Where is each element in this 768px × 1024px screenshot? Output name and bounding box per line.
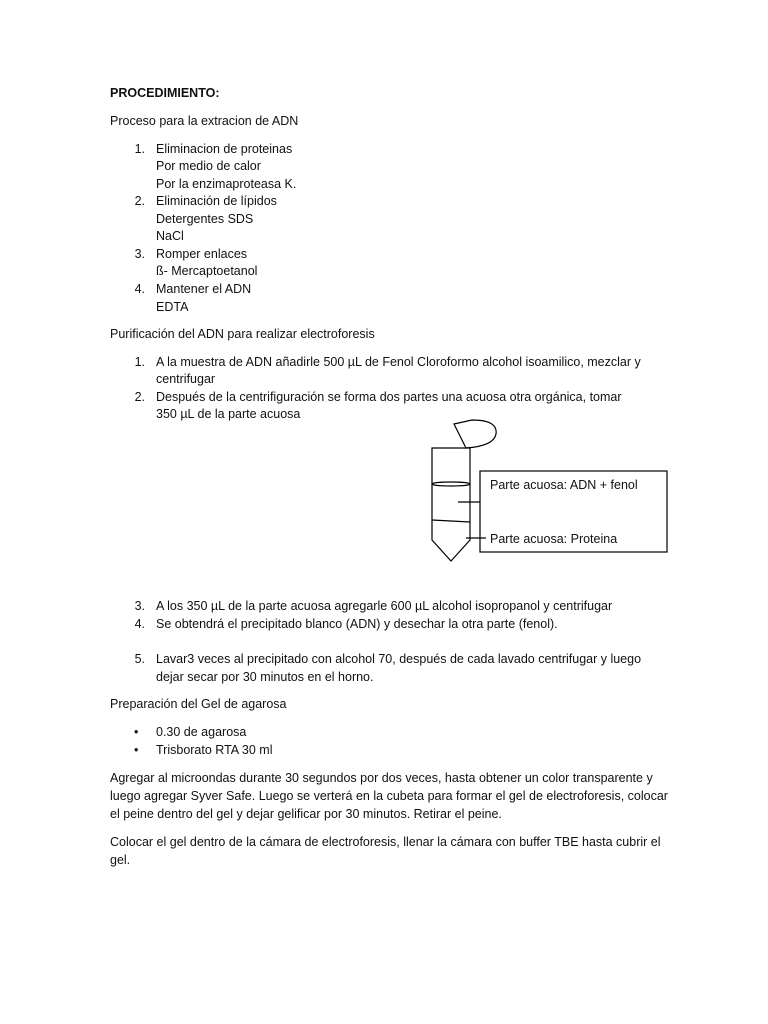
list-number: 2. [134,194,145,208]
label-aqueous-protein: Parte acuosa: Proteina [490,532,618,546]
bullet-dot: • [134,725,139,739]
list-number: 5. [134,652,145,666]
list-item-line: Lavar3 veces al precipitado con alcohol 70, después de cada lavado centrifugar y luego [156,652,642,666]
section-heading-purification: Purificación del ADN para realizar electroforesis [110,327,375,341]
list-item-line: centrifugar [156,372,216,386]
list-number: 3. [134,247,145,261]
list-item-line: Eliminación de lípidos [156,194,277,208]
section-heading-extraction: Proceso para la extracion de ADN [110,114,299,128]
list-item-line: ß- Mercaptoetanol [156,264,258,278]
list-item-line: EDTA [156,300,189,314]
gel-paragraph-1: Agregar al microondas durante 30 segundos por dos veces, hasta obtener un color transparente y luego agregar Syver Safe. Luego se verterá en la cubeta para formar el gel de electroforesis, colocar el peine dentro del gel y dejar gelificar por 30 minutos. Retirar el peine. [110,771,668,821]
list-item-line: Por medio de calor [156,159,261,173]
list-item-line: dejar secar por 30 minutos en el horno. [156,670,374,684]
list-item-line: Por la enzimaproteasa K. [156,177,297,191]
list-item-line: Eliminacion de proteinas [156,142,293,156]
list-item-line: Mantener el ADN [156,282,252,296]
label-aqueous-dna: Parte acuosa: ADN + fenol [490,478,638,492]
list-item-line: A los 350 µL de la parte acuosa agregarle 600 µL alcohol isopropanol y centrifugar [156,599,613,613]
list-item-line: Después de la centrifiguración se forma dos partes una acuosa otra orgánica, tomar [156,390,622,404]
list-item-line: Detergentes SDS [156,212,254,226]
list-number: 4. [134,617,145,631]
list-item-line: NaCl [156,229,184,243]
list-number: 2. [134,390,145,404]
list-number: 1. [134,355,145,369]
document-title: PROCEDIMIENTO: [110,86,220,100]
layer-interface-line [432,520,470,522]
tube-body-shape [432,448,470,561]
list-item-line: A la muestra de ADN añadirle 500 µL de Fenol Cloroformo alcohol isoamilico, mezclar y [156,355,641,369]
list-item-line: 0.30 de agarosa [156,725,247,739]
section-heading-gel: Preparación del Gel de agarosa [110,697,287,711]
list-item-line: Romper enlaces [156,247,248,261]
list-number: 3. [134,599,145,613]
list-item-line: Se obtendrá el precipitado blanco (ADN) y desechar la otra parte (fenol). [156,617,558,631]
gel-paragraph-2: Colocar el gel dentro de la cámara de electroforesis, llenar la cámara con buffer TBE hasta cubrir el gel. [110,835,661,867]
list-number: 1. [134,142,145,156]
liquid-surface-shape [432,482,470,486]
list-item-line: 350 µL de la parte acuosa [156,407,301,421]
bullet-dot: • [134,743,139,757]
list-item-line: Trisborato RTA 30 ml [156,743,273,757]
list-number: 4. [134,282,145,296]
tube-cap-shape [454,420,496,448]
